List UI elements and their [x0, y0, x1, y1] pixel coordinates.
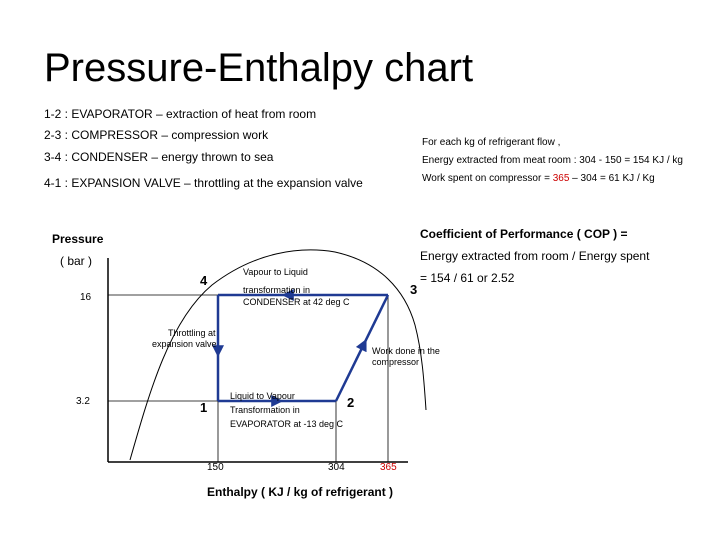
y-axis-unit: ( bar )	[60, 254, 93, 268]
x-tick-150: 150	[207, 462, 224, 473]
process-1-2: 1-2 : EVAPORATOR – extraction of heat from room	[44, 107, 317, 121]
x-tick-365: 365	[380, 462, 397, 473]
point-2-label: 2	[347, 395, 355, 410]
cop-heading: Coefficient of Performance ( COP ) =	[420, 227, 628, 241]
work-highlight: 365	[552, 173, 570, 184]
label-work-done-2: compressor	[372, 357, 420, 367]
cop-result: = 154 / 61 or 2.52	[420, 271, 515, 285]
label-transformation-in-top: transformation in	[243, 285, 311, 295]
point-4-label: 4	[200, 273, 208, 288]
label-throttling-1: Throttling at	[168, 328, 216, 338]
label-evaporator: EVAPORATOR at -13 deg C	[230, 419, 344, 429]
label-liquid-to-vapour: Liquid to Vapour	[230, 391, 295, 401]
y-tick-3-2: 3.2	[76, 396, 90, 407]
page-title: Pressure-Enthalpy chart	[44, 46, 474, 90]
point-1-label: 1	[200, 400, 208, 415]
point-3-label: 3	[410, 282, 418, 297]
work-suffix: – 304 = 61 KJ / Kg	[569, 173, 655, 184]
label-condenser: CONDENSER at 42 deg C	[243, 297, 350, 307]
arrow-compressor	[356, 340, 366, 360]
x-tick-304: 304	[328, 462, 345, 473]
process-2-3: 2-3 : COMPRESSOR – compression work	[44, 128, 269, 142]
label-vapour-to-liquid: Vapour to Liquid	[243, 267, 308, 277]
note-energy-extracted: Energy extracted from meat room : 304 - 150 = 154 KJ / kg	[422, 155, 683, 166]
note-intro: For each kg of refrigerant flow ,	[422, 137, 561, 148]
x-axis-label: Enthalpy ( KJ / kg of refrigerant )	[207, 485, 394, 499]
label-throttling-2: expansion valve	[152, 339, 217, 349]
cop-formula: Energy extracted from room / Energy spent	[420, 249, 650, 263]
y-axis-label: Pressure	[52, 232, 104, 246]
process-4-1: 4-1 : EXPANSION VALVE – throttling at the expansion valve	[44, 176, 363, 190]
y-tick-16: 16	[80, 292, 92, 303]
process-3-4: 3-4 : CONDENSER – energy thrown to sea	[44, 150, 274, 164]
label-transformation-in-bottom: Transformation in	[230, 405, 300, 415]
work-prefix: Work spent on compressor =	[422, 173, 553, 184]
label-work-done-1: Work done in the	[372, 346, 440, 356]
